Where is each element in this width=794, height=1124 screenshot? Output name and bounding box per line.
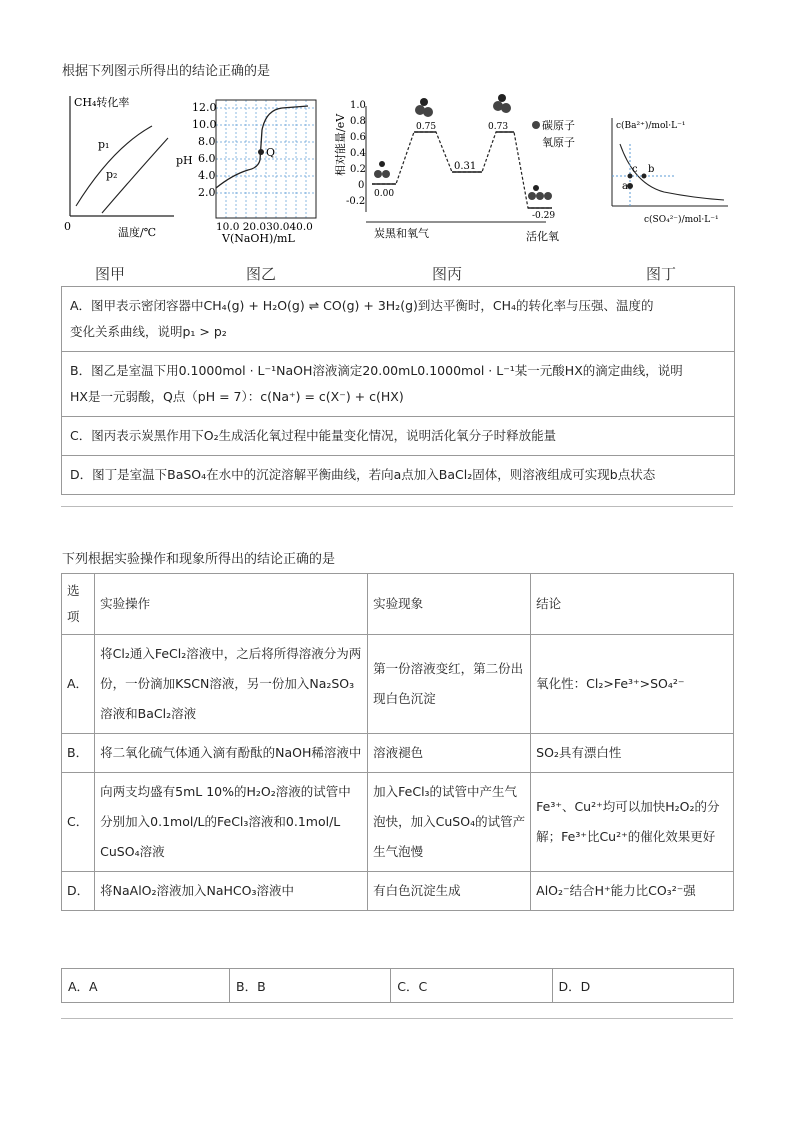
point-b — [642, 174, 647, 179]
value-label: 0.00 — [374, 189, 395, 199]
x-left-label: 炭黑和氧气 — [374, 227, 429, 240]
figure-bing — [336, 92, 596, 242]
question-1-stem: 根据下列图示所得出的结论正确的是 — [62, 64, 271, 79]
header-phenomenon: 实验现象 — [368, 574, 531, 635]
curve-p1 — [76, 126, 152, 206]
answer-c[interactable]: C．C — [391, 969, 552, 1003]
point-b-label: b — [648, 164, 655, 175]
question-2-stem: 下列根据实验操作和现象所得出的结论正确的是 — [62, 552, 336, 567]
row-option: A． — [62, 635, 95, 734]
caption-yi: 图乙 — [246, 265, 277, 283]
figure-jia — [62, 88, 180, 240]
figure-ding — [604, 114, 734, 226]
point-c-label: c — [632, 164, 638, 175]
caption-jia: 图甲 — [95, 265, 126, 283]
y-tick-2: 2.0 — [198, 186, 216, 199]
y-axis-label: c(Ba²⁺)/mol·L⁻¹ — [616, 121, 686, 131]
y-tick-4: 4.0 — [198, 169, 216, 182]
y-tick-8: 8.0 — [198, 135, 216, 148]
answer-a[interactable]: A．A — [62, 969, 230, 1003]
divider — [61, 506, 733, 507]
row-operation: 将二氧化硫气体通入滴有酚酞的NaOH稀溶液中 — [95, 734, 368, 773]
legend-carbon: 碳原子 — [542, 119, 575, 132]
point-q-label: Q — [266, 146, 276, 159]
table-row — [62, 773, 734, 872]
option-d[interactable]: D．图丁是室温下BaSO₄在水中的沉淀溶解平衡曲线，若向a点加入BaCl₂固体，则溶液组成可实现b点状态 — [70, 467, 656, 482]
row-phenomenon: 溶液褪色 — [368, 734, 531, 773]
row-conclusion: AlO₂⁻结合H⁺能力比CO₃²⁻强 — [531, 872, 734, 911]
y-tick: -0.2 — [346, 196, 366, 207]
row-conclusion: SO₂具有漂白性 — [531, 734, 734, 773]
table-row — [62, 872, 734, 911]
value-label: 0.75 — [416, 122, 437, 132]
y-tick-10: 10.0 — [192, 118, 217, 131]
answer-options — [61, 968, 734, 1003]
row-operation: 向两支均盛有5mL 10%的H₂O₂溶液的试管中分别加入0.1mol/L的FeCl₃溶液和0.1mol/L CuSO₄溶液 — [95, 773, 368, 872]
x-ticks: 10.0 20.030.040.0 — [216, 221, 313, 233]
value-label: 0.73 — [488, 122, 509, 132]
carbon-legend-icon — [532, 121, 540, 129]
y-tick: 1.0 — [350, 100, 366, 111]
y-axis-label: CH₄转化率 — [74, 96, 130, 109]
table-header-row — [62, 574, 734, 635]
header-option: 选项 — [62, 574, 95, 635]
y-axis-label: 相对能量/eV — [334, 113, 347, 176]
table-row — [62, 635, 734, 734]
option-c[interactable]: C．图丙表示炭黑作用下O₂生成活化氧过程中能量变化情况，说明活化氧分子时释放能量 — [62, 417, 734, 456]
legend-oxygen: 氧原子 — [542, 136, 575, 149]
value-label: -0.29 — [532, 211, 556, 221]
caption-ding: 图丁 — [646, 265, 677, 283]
x-axis-label: c(SO₄²⁻)/mol·L⁻¹ — [644, 215, 719, 225]
y-tick-12: 12.0 — [192, 101, 217, 114]
y-tick: 0.6 — [350, 132, 366, 143]
x-right-label: 活化氧 — [526, 230, 559, 243]
row-conclusion: Fe³⁺、Cu²⁺均可以加快H₂O₂的分解；Fe³⁺比Cu²⁺的催化效果更好 — [531, 773, 734, 872]
row-option: D． — [62, 872, 95, 911]
row-option: B． — [62, 734, 95, 773]
molecule-cluster-icons — [374, 94, 552, 200]
experiment-table — [61, 573, 734, 911]
row-phenomenon: 第一份溶液变红，第二份出现白色沉淀 — [368, 635, 531, 734]
point-q — [258, 149, 264, 155]
point-a-label: a — [622, 181, 628, 192]
option-a[interactable]: A．图甲表示密闭容器中CH₄(g) + H₂O(g) ⇌ CO(g) + 3H₂(g)到达平衡时，CH₄的转化率与压强、温度的 变化关系曲线，说明p₁ > p₂ — [62, 287, 734, 352]
row-operation: 将NaAlO₂溶液加入NaHCO₃溶液中 — [95, 872, 368, 911]
option-b[interactable]: B．图乙是室温下用0.1000mol · L⁻¹NaOH溶液滴定20.00mL0.1000mol · L⁻¹某一元酸HX的滴定曲线，说明 HX是一元弱酸，Q点（pH = 7）：c(Na⁺) = c(X⁻) + c(HX) — [62, 352, 734, 417]
caption-bing: 图丙 — [432, 265, 463, 283]
y-tick-6: 6.0 — [198, 152, 216, 165]
answer-d[interactable]: D．D — [552, 969, 733, 1003]
row-option: C． — [62, 773, 95, 872]
y-tick: 0 — [358, 180, 365, 191]
question-1-options — [61, 286, 735, 495]
y-tick: 0.8 — [350, 116, 366, 127]
table-row — [62, 734, 734, 773]
x-axis-label: V(NaOH)/mL — [222, 232, 295, 245]
answer-b[interactable]: B．B — [230, 969, 391, 1003]
y-tick: 0.2 — [350, 164, 366, 175]
x-axis-label: 温度/℃ — [118, 226, 157, 239]
row-conclusion: 氧化性：Cl₂>Fe³⁺>SO₄²⁻ — [531, 635, 734, 734]
curve-p2-label: p₂ — [106, 168, 118, 181]
row-operation: 将Cl₂通入FeCl₂溶液中，之后将所得溶液分为两份，一份滴加KSCN溶液，另一份加入Na₂SO₃溶液和BaCl₂溶液 — [95, 635, 368, 734]
curve-p1-label: p₁ — [98, 138, 110, 151]
divider — [61, 1018, 733, 1019]
y-tick: 0.4 — [350, 148, 366, 159]
value-label: 0.31 — [454, 161, 477, 172]
figure-yi — [172, 90, 322, 246]
row-phenomenon: 加入FeCl₃的试管中产生气泡快，加入CuSO₄的试管产生气泡慢 — [368, 773, 531, 872]
header-conclusion: 结论 — [531, 574, 734, 635]
origin-label: 0 — [64, 220, 71, 233]
y-axis-label: pH — [176, 154, 193, 167]
header-operation: 实验操作 — [95, 574, 368, 635]
row-phenomenon: 有白色沉淀生成 — [368, 872, 531, 911]
